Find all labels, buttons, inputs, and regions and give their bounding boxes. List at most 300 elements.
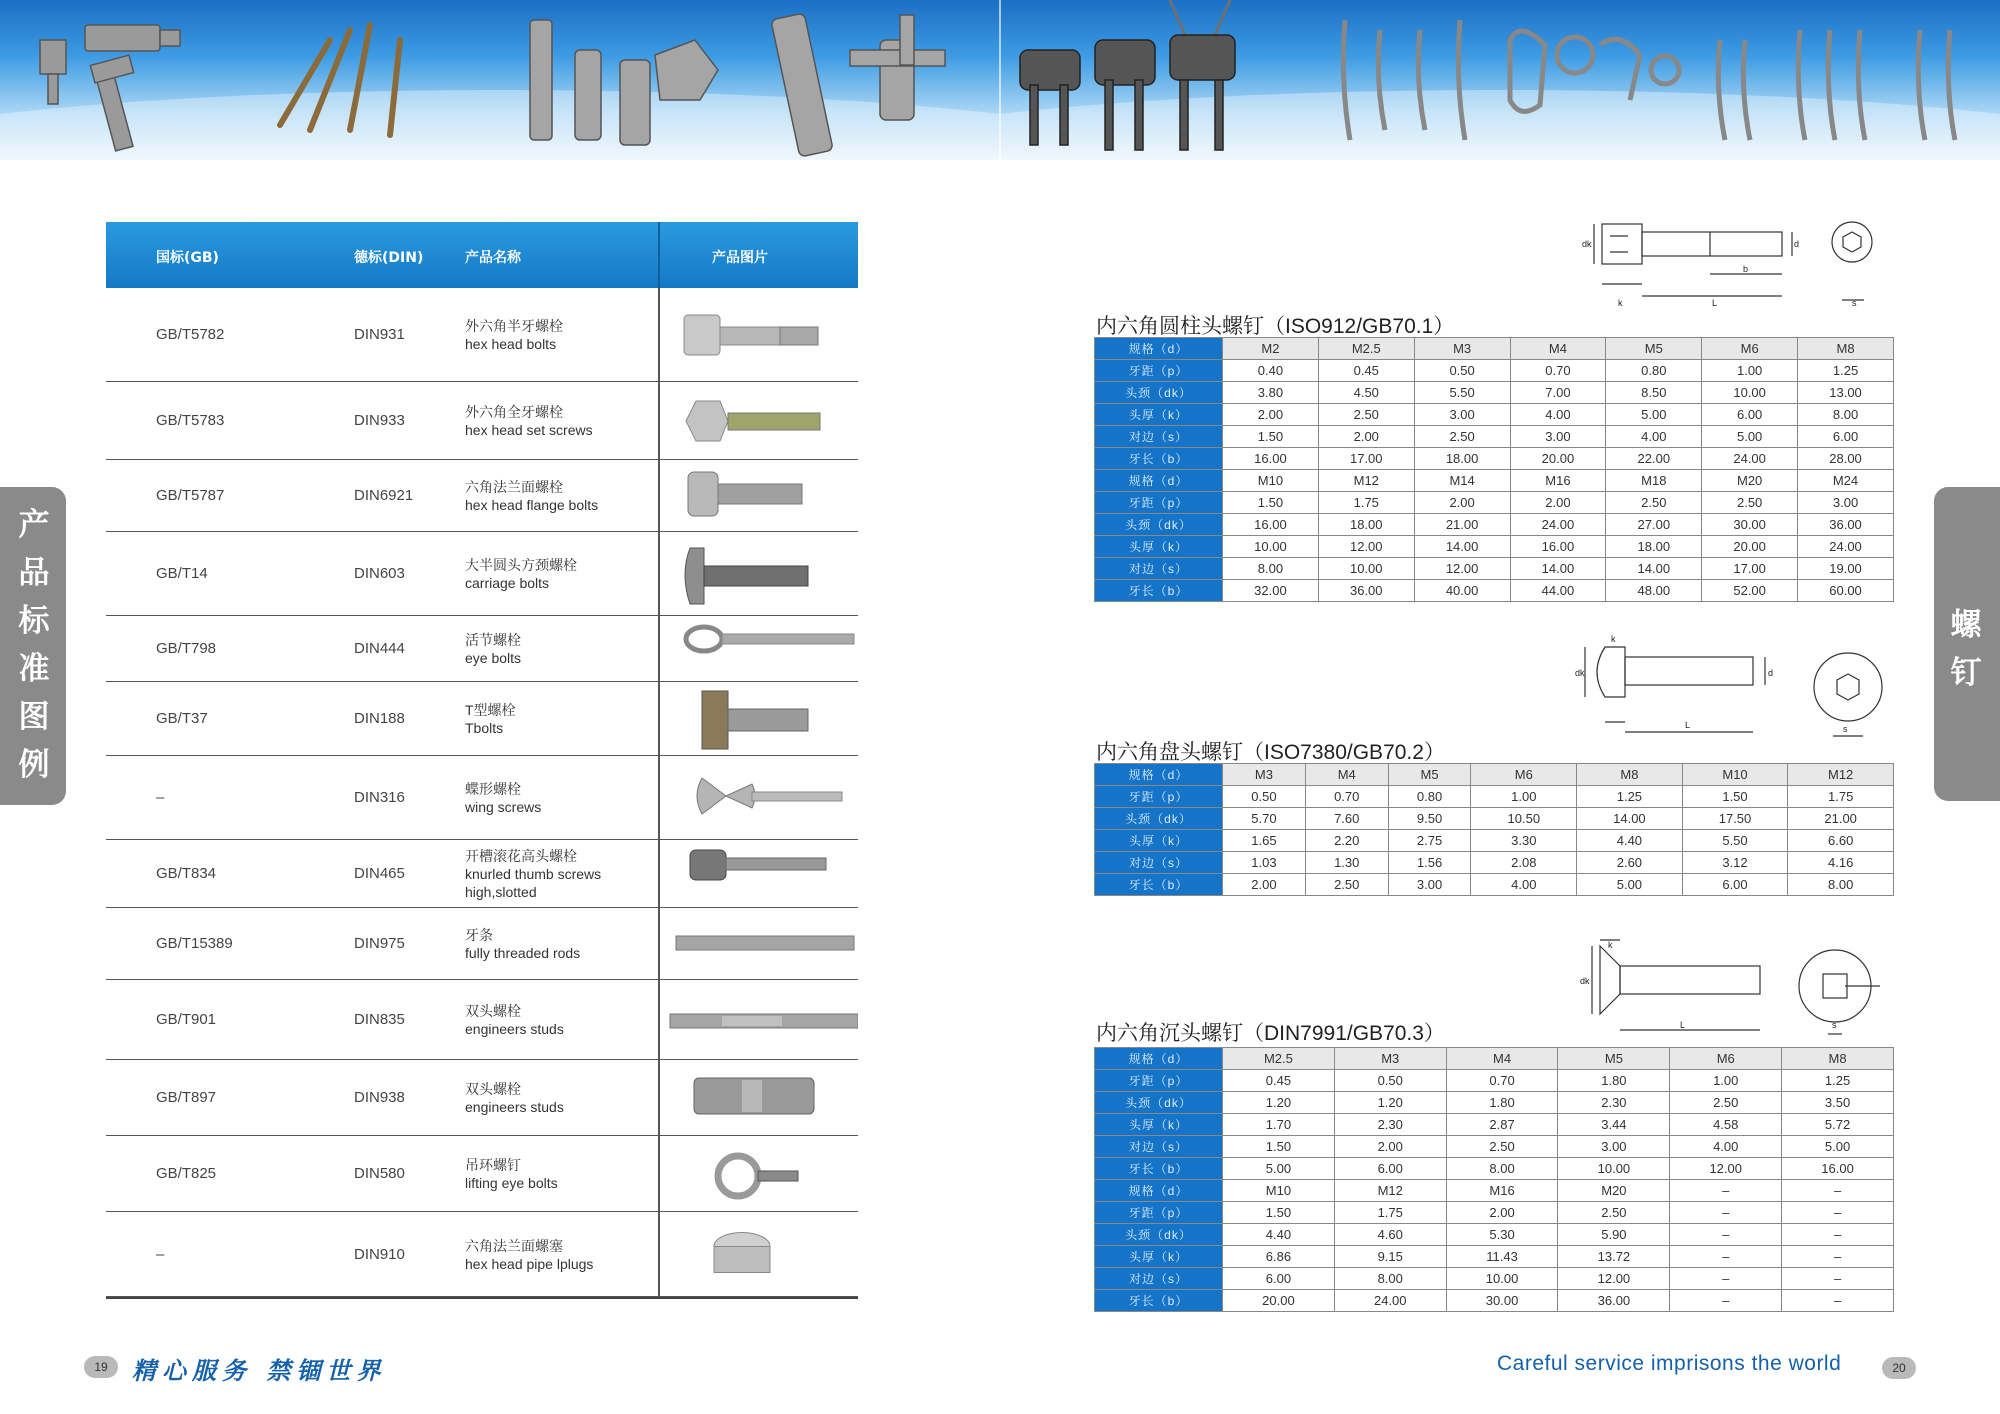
product-name <box>465 780 541 816</box>
spec-cell: 1.75 <box>1334 1202 1446 1224</box>
spec-cell: 36.00 <box>1798 514 1894 536</box>
spec-cell: 10.00 <box>1446 1268 1558 1290</box>
product-name-cn: 吊环螺钉 <box>465 1157 521 1173</box>
product-name-en: hex head pipe lplugs <box>465 1255 594 1272</box>
product-picture <box>662 382 858 459</box>
spec-cell: 19.00 <box>1798 558 1894 580</box>
spec-row-label: 对边（s） <box>1095 1268 1223 1290</box>
spec-cell: 20.00 <box>1223 1290 1335 1312</box>
product-picture <box>662 460 858 531</box>
spec-row-label: 对边（s） <box>1095 1136 1223 1158</box>
stud-long-image <box>662 980 858 1060</box>
product-name-en: hex head flange bolts <box>465 497 599 513</box>
spec-cell: 16.00 <box>1782 1158 1894 1180</box>
spec-cell: 6.00 <box>1798 426 1894 448</box>
spec-cell: 17.50 <box>1682 808 1788 830</box>
product-picture <box>662 616 858 681</box>
spec-table-din7991 <box>1094 1047 1894 1312</box>
product-name-cn: 外六角半牙螺栓 <box>465 318 563 334</box>
spec-cell: 5.72 <box>1782 1114 1894 1136</box>
gb-standard: GB/T5787 <box>156 487 225 504</box>
banner-divider <box>999 0 1001 160</box>
spec-cell: 4.16 <box>1788 852 1894 874</box>
spec-cell: 0.50 <box>1334 1070 1446 1092</box>
spec-cell: 2.50 <box>1702 492 1798 514</box>
spec-cell: 2.50 <box>1446 1136 1558 1158</box>
spec-row <box>1095 382 1894 404</box>
table-row <box>106 616 858 682</box>
spec-row <box>1095 536 1894 558</box>
spec-cell: 4.40 <box>1577 830 1683 852</box>
spec-cell: 14.00 <box>1414 536 1510 558</box>
spec-cell: 1.30 <box>1305 852 1388 874</box>
spec-row <box>1095 764 1894 786</box>
spec-cell: – <box>1670 1180 1782 1202</box>
spec-cell: 6.00 <box>1223 1268 1335 1290</box>
product-name-cn: 牙条 <box>465 927 493 943</box>
product-picture <box>662 532 858 615</box>
spec-cell: 12.00 <box>1414 558 1510 580</box>
spec-row <box>1095 786 1894 808</box>
spec-cell: M5 <box>1388 764 1471 786</box>
spec-cell: 4.00 <box>1471 874 1577 896</box>
spec-cell: 48.00 <box>1606 580 1702 602</box>
product-name-cn: 蝶形螺栓 <box>465 781 521 797</box>
din-standard: DIN444 <box>354 640 405 657</box>
slogan-cn: 精心服务 禁锢世界 <box>132 1356 387 1385</box>
product-name <box>465 403 593 439</box>
spec-cell: M5 <box>1558 1048 1670 1070</box>
spec-cell: 1.56 <box>1388 852 1471 874</box>
spec-cell: 1.70 <box>1223 1114 1335 1136</box>
spec-cell: 1.25 <box>1782 1070 1894 1092</box>
spec-cell: 28.00 <box>1798 448 1894 470</box>
spec-cell: 18.00 <box>1606 536 1702 558</box>
lifting-eye-bolt-image <box>662 1136 858 1212</box>
drawing-label-b: b <box>1743 264 1749 274</box>
spec-row <box>1095 874 1894 896</box>
product-picture <box>662 288 858 381</box>
spec-title: 内六角沉头螺钉（DIN7991/GB70.3） <box>1096 1022 1445 1045</box>
spec-cell: 1.50 <box>1223 492 1319 514</box>
spec-row-label: 规格（d） <box>1095 1180 1223 1202</box>
spec-cell: 1.50 <box>1223 426 1319 448</box>
spec-cell: 1.65 <box>1223 830 1306 852</box>
spec-cell: 3.00 <box>1388 874 1471 896</box>
spec-row-label: 牙长（b） <box>1095 1158 1223 1180</box>
spec-row-label: 牙距（p） <box>1095 360 1223 382</box>
table-row <box>106 908 858 980</box>
spec-cell: 5.00 <box>1606 404 1702 426</box>
spec-row <box>1095 426 1894 448</box>
spec-cell: 22.00 <box>1606 448 1702 470</box>
din-standard: DIN910 <box>354 1245 405 1263</box>
spec-cell: 30.00 <box>1446 1290 1558 1312</box>
spec-cell: M16 <box>1446 1180 1558 1202</box>
table-row <box>106 288 858 382</box>
spec-cell: 1.25 <box>1798 360 1894 382</box>
spec-cell: 3.00 <box>1510 426 1606 448</box>
spec-cell: 24.00 <box>1798 536 1894 558</box>
spec-row <box>1095 1246 1894 1268</box>
spec-row <box>1095 1136 1894 1158</box>
spec-row <box>1095 852 1894 874</box>
spec-cell: 5.50 <box>1414 382 1510 404</box>
spec-cell: 7.60 <box>1305 808 1388 830</box>
rigging-banner-image <box>1000 0 2000 160</box>
spec-cell: M6 <box>1702 338 1798 360</box>
spec-cell: 20.00 <box>1510 448 1606 470</box>
spec-cell: 2.08 <box>1471 852 1577 874</box>
din-standard: DIN975 <box>354 935 405 952</box>
spec-row <box>1095 404 1894 426</box>
spec-cell: 10.00 <box>1223 536 1319 558</box>
spec-row-label: 头厚（k） <box>1095 536 1223 558</box>
spec-cell: 0.40 <box>1223 360 1319 382</box>
din-standard: DIN931 <box>354 326 405 343</box>
spec-row <box>1095 338 1894 360</box>
spec-cell: 10.50 <box>1471 808 1577 830</box>
spec-cell: 2.00 <box>1318 426 1414 448</box>
din-standard: DIN835 <box>354 1011 405 1028</box>
spec-cell: 5.00 <box>1782 1136 1894 1158</box>
drawing-label-L: L <box>1685 720 1691 730</box>
spec-cell: – <box>1782 1202 1894 1224</box>
spec-cell: – <box>1670 1224 1782 1246</box>
gb-standard: GB/T901 <box>156 1011 217 1028</box>
spec-cell: 27.00 <box>1606 514 1702 536</box>
header-din: 德标(DIN) <box>354 250 424 266</box>
spec-cell: 5.30 <box>1446 1224 1558 1246</box>
spec-cell: M4 <box>1446 1048 1558 1070</box>
gb-standard: GB/T37 <box>156 710 208 727</box>
spec-row-label: 规格（d） <box>1095 1048 1223 1070</box>
spec-row-label: 头厚（k） <box>1095 404 1223 426</box>
product-name-en: Tbolts <box>465 720 504 736</box>
product-picture <box>662 756 858 839</box>
gb-standard: GB/T5783 <box>156 412 225 429</box>
spec-cell: 8.00 <box>1798 404 1894 426</box>
spec-cell: 11.43 <box>1446 1246 1558 1268</box>
spec-cell: 5.50 <box>1682 830 1788 852</box>
spec-cell: 0.70 <box>1510 360 1606 382</box>
spec-cell: 0.45 <box>1223 1070 1335 1092</box>
spec-cell: 14.00 <box>1577 808 1683 830</box>
spec-cell: 2.00 <box>1223 874 1306 896</box>
spec-cell: 17.00 <box>1702 558 1798 580</box>
product-name-en: high,slotted <box>465 884 537 900</box>
spec-cell: 4.00 <box>1606 426 1702 448</box>
spec-cell: 24.00 <box>1702 448 1798 470</box>
drawing-label-s: s <box>1832 1020 1837 1030</box>
spec-row-label: 头颈（dk） <box>1095 1092 1223 1114</box>
table-row <box>106 460 858 532</box>
spec-cell: 13.00 <box>1798 382 1894 404</box>
spec-cell: 0.70 <box>1446 1070 1558 1092</box>
product-name-cn: 六角法兰面螺塞 <box>465 1237 563 1254</box>
spec-cell: 1.50 <box>1223 1136 1335 1158</box>
gb-standard: GB/T5782 <box>156 326 225 343</box>
spec-cell: 16.00 <box>1223 514 1319 536</box>
spec-cell: 2.50 <box>1558 1202 1670 1224</box>
slogan-en: Careful service imprisons the world <box>1497 1352 1842 1375</box>
product-name-en: fully threaded rods <box>465 945 581 961</box>
spec-cell: – <box>1670 1246 1782 1268</box>
t-bolt-image <box>662 682 858 756</box>
side-tab-char: 准 <box>18 651 50 687</box>
spec-cell: M8 <box>1782 1048 1894 1070</box>
spec-row <box>1095 360 1894 382</box>
side-tab-char: 标 <box>18 603 50 639</box>
din-standard: DIN188 <box>354 710 405 727</box>
spec-cell: 8.00 <box>1788 874 1894 896</box>
spec-cell: 16.00 <box>1223 448 1319 470</box>
spec-cell: 2.00 <box>1414 492 1510 514</box>
spec-row <box>1095 558 1894 580</box>
spec-cell: M10 <box>1223 1180 1335 1202</box>
spec-row <box>1095 1048 1894 1070</box>
spec-row-label: 头颈（dk） <box>1095 1224 1223 1246</box>
spec-cell: M6 <box>1670 1048 1782 1070</box>
side-tab-char: 产 <box>18 507 50 543</box>
spec-cell: 2.20 <box>1305 830 1388 852</box>
product-name-en: engineers studs <box>465 1099 564 1115</box>
pipe-plug-image <box>662 1212 858 1297</box>
spec-cell: 0.80 <box>1388 786 1471 808</box>
spec-cell: 4.58 <box>1670 1114 1782 1136</box>
din-standard: DIN938 <box>354 1089 405 1106</box>
gb-standard: GB/T798 <box>156 640 217 657</box>
spec-cell: 2.60 <box>1577 852 1683 874</box>
spec-cell: 0.80 <box>1606 360 1702 382</box>
gb-standard: GB/T897 <box>156 1089 217 1106</box>
spec-cell: 8.00 <box>1446 1158 1558 1180</box>
table-row <box>106 840 858 908</box>
socket-head-cap-screw-drawing <box>1580 212 1892 312</box>
spec-cell: 1.00 <box>1670 1070 1782 1092</box>
product-name-en: knurled thumb screws <box>465 866 602 882</box>
spec-cell: 2.00 <box>1223 404 1319 426</box>
spec-row <box>1095 830 1894 852</box>
spec-cell: 4.50 <box>1318 382 1414 404</box>
spec-cell: 6.00 <box>1682 874 1788 896</box>
product-name-cn: 双头螺栓 <box>465 1081 521 1097</box>
spec-cell: M14 <box>1414 470 1510 492</box>
spec-cell: M4 <box>1305 764 1388 786</box>
product-picture <box>662 980 858 1059</box>
spec-cell: 1.20 <box>1223 1092 1335 1114</box>
drawing-label-k: k <box>1618 298 1623 308</box>
table-row <box>106 682 858 756</box>
spec-cell: 1.50 <box>1223 1202 1335 1224</box>
product-name-en: wing screws <box>465 799 542 815</box>
spec-cell: 0.45 <box>1318 360 1414 382</box>
product-picture <box>662 1212 858 1296</box>
wing-screw-image <box>662 756 858 840</box>
product-standard-table <box>106 222 858 1297</box>
spec-cell: 3.50 <box>1782 1092 1894 1114</box>
spec-cell: M8 <box>1577 764 1683 786</box>
gb-standard: – <box>156 1245 165 1263</box>
spec-cell: 2.87 <box>1446 1114 1558 1136</box>
spec-cell: 1.03 <box>1223 852 1306 874</box>
spec-cell: 1.20 <box>1334 1092 1446 1114</box>
table-row <box>106 980 858 1060</box>
carriage-bolt-image <box>662 532 858 616</box>
spec-cell: 1.80 <box>1558 1070 1670 1092</box>
product-picture <box>662 908 858 979</box>
spec-row-label: 头厚（k） <box>1095 1246 1223 1268</box>
spec-cell: 4.00 <box>1510 404 1606 426</box>
spec-cell: M2 <box>1223 338 1319 360</box>
spec-table-iso7380 <box>1094 763 1894 896</box>
spec-cell: 2.00 <box>1334 1136 1446 1158</box>
spec-cell: 8.50 <box>1606 382 1702 404</box>
flange-bolt-image <box>662 460 858 532</box>
spec-cell: 3.44 <box>1558 1114 1670 1136</box>
spec-cell: M12 <box>1788 764 1894 786</box>
product-name <box>465 478 598 514</box>
side-tab-char: 图 <box>18 699 50 735</box>
gb-standard: – <box>156 789 165 806</box>
spec-cell: M2.5 <box>1223 1048 1335 1070</box>
spec-cell: 2.50 <box>1318 404 1414 426</box>
hex-bolt-half-thread-image <box>662 288 858 382</box>
product-name <box>465 1002 564 1038</box>
spec-row <box>1095 808 1894 830</box>
spec-cell: 36.00 <box>1318 580 1414 602</box>
spec-row-label: 牙距（p） <box>1095 1202 1223 1224</box>
spec-row-label: 牙距（p） <box>1095 786 1223 808</box>
din-standard: DIN603 <box>354 565 405 582</box>
banner-left <box>0 0 1000 160</box>
spec-cell: M18 <box>1606 470 1702 492</box>
spec-cell: 20.00 <box>1702 536 1798 558</box>
spec-row <box>1095 448 1894 470</box>
product-name <box>465 701 516 737</box>
spec-cell: M12 <box>1318 470 1414 492</box>
spec-cell: 5.70 <box>1223 808 1306 830</box>
product-name-cn: 外六角全牙螺栓 <box>465 404 563 420</box>
product-name <box>465 1080 564 1116</box>
spec-cell: 10.00 <box>1702 382 1798 404</box>
header-name: 产品名称 <box>465 250 521 266</box>
spec-cell: 52.00 <box>1702 580 1798 602</box>
spec-row <box>1095 1268 1894 1290</box>
gb-standard: GB/T825 <box>156 1165 217 1182</box>
side-tab-char: 品 <box>18 555 50 591</box>
spec-cell: M10 <box>1682 764 1788 786</box>
spec-cell: 24.00 <box>1334 1290 1446 1312</box>
eye-bolt-image <box>662 616 858 682</box>
spec-cell: M10 <box>1223 470 1319 492</box>
gb-standard: GB/T834 <box>156 865 217 882</box>
hex-bolt-full-thread-image <box>662 382 858 460</box>
spec-cell: 24.00 <box>1510 514 1606 536</box>
spec-cell: 2.50 <box>1606 492 1702 514</box>
product-name <box>465 1237 593 1273</box>
table-row <box>106 1060 858 1136</box>
spec-cell: 6.00 <box>1702 404 1798 426</box>
spec-cell: 5.90 <box>1558 1224 1670 1246</box>
drawing-label-dk: dk <box>1580 976 1590 986</box>
spec-row-label: 牙距（p） <box>1095 492 1223 514</box>
product-name <box>465 847 601 901</box>
spec-cell: M24 <box>1798 470 1894 492</box>
spec-cell: 6.86 <box>1223 1246 1335 1268</box>
spec-row <box>1095 1180 1894 1202</box>
spec-row-label: 规格（d） <box>1095 470 1223 492</box>
spec-cell: 6.60 <box>1788 830 1894 852</box>
drawing-label-d: d <box>1794 239 1800 249</box>
spec-cell: – <box>1782 1246 1894 1268</box>
spec-cell: 0.50 <box>1414 360 1510 382</box>
product-name <box>465 926 580 962</box>
spec-row-label: 头颈（dk） <box>1095 382 1223 404</box>
spec-cell: 1.00 <box>1471 786 1577 808</box>
drawing-label-s: s <box>1843 724 1848 734</box>
spec-row-label: 牙长（b） <box>1095 874 1223 896</box>
spec-cell: 14.00 <box>1606 558 1702 580</box>
threaded-rod-image <box>662 908 858 980</box>
spec-title: 内六角圆柱头螺钉（ISO912/GB70.1） <box>1096 315 1455 338</box>
footer-left <box>84 1356 118 1382</box>
product-name <box>465 1156 558 1192</box>
spec-cell: 7.00 <box>1510 382 1606 404</box>
spec-cell: 21.00 <box>1788 808 1894 830</box>
product-picture <box>662 1136 858 1211</box>
table-row <box>106 1136 858 1212</box>
product-name-en: engineers studs <box>465 1021 564 1037</box>
spec-cell: 2.00 <box>1510 492 1606 514</box>
spec-cell: 1.80 <box>1446 1092 1558 1114</box>
spec-cell: – <box>1670 1290 1782 1312</box>
product-picture <box>662 840 858 907</box>
page-number-right: 20 <box>1882 1357 1916 1379</box>
product-name-en: eye bolts <box>465 650 522 666</box>
spec-row-label: 头厚（k） <box>1095 1114 1223 1136</box>
drawing-label-L: L <box>1712 298 1718 308</box>
spec-row <box>1095 580 1894 602</box>
spec-cell: 40.00 <box>1414 580 1510 602</box>
spec-cell: 14.00 <box>1510 558 1606 580</box>
fasteners-banner-image <box>0 0 1000 160</box>
spec-cell: 3.30 <box>1471 830 1577 852</box>
spec-cell: – <box>1782 1268 1894 1290</box>
spec-cell: 3.80 <box>1223 382 1319 404</box>
spec-cell: 13.72 <box>1558 1246 1670 1268</box>
spec-cell: 0.50 <box>1223 786 1306 808</box>
product-name <box>465 317 563 353</box>
product-picture <box>662 682 858 755</box>
table-row <box>106 382 858 460</box>
spec-row-label: 牙长（b） <box>1095 1290 1223 1312</box>
spec-cell: 4.40 <box>1223 1224 1335 1246</box>
spec-cell: – <box>1670 1202 1782 1224</box>
table-header <box>106 222 858 288</box>
spec-row <box>1095 1092 1894 1114</box>
spec-cell: 18.00 <box>1414 448 1510 470</box>
drawing-label-s: s <box>1852 298 1857 308</box>
spec-row-label: 头厚（k） <box>1095 830 1223 852</box>
table-row <box>106 756 858 840</box>
button-head-socket-screw-drawing <box>1575 632 1887 744</box>
spec-cell: 3.00 <box>1414 404 1510 426</box>
spec-cell: M2.5 <box>1318 338 1414 360</box>
drawing-label-k: k <box>1611 634 1616 644</box>
product-name <box>465 556 577 592</box>
drawing-label-dk: dk <box>1582 239 1592 249</box>
